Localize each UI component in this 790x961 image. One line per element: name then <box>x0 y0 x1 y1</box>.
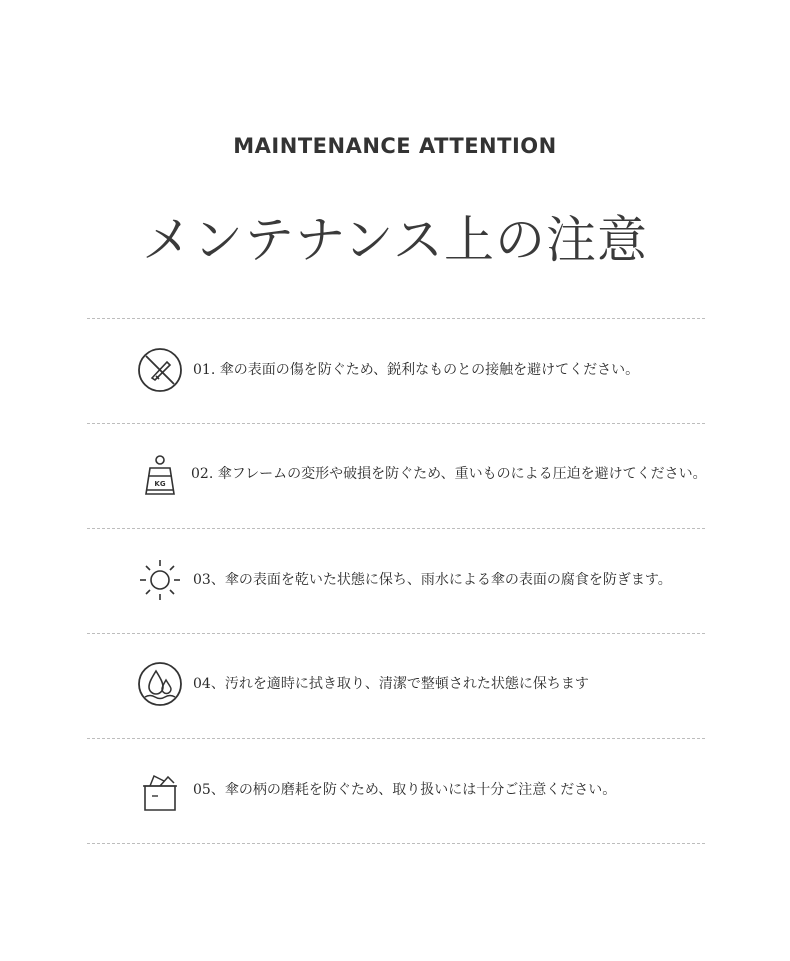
divider <box>87 528 705 529</box>
list-item <box>0 760 790 820</box>
svg-text:KG: KG <box>154 480 166 488</box>
divider <box>87 738 705 739</box>
list-item <box>0 444 790 504</box>
list-item <box>0 550 790 610</box>
divider <box>87 318 705 319</box>
item-text: 04、汚れを適時に拭き取り、清潔で整頓された状態に保ちます <box>193 676 589 692</box>
item-text: 03、傘の表面を乾いた状態に保ち、雨水による傘の表面の腐食を防ぎます。 <box>193 572 672 588</box>
divider <box>87 423 705 424</box>
divider <box>87 843 705 844</box>
divider <box>87 633 705 634</box>
weight-kg-icon <box>136 450 184 498</box>
sun-icon <box>136 556 184 604</box>
item-text: 05、傘の柄の磨耗を防ぐため、取り扱いには十分ご注意ください。 <box>193 782 617 798</box>
no-knife-icon <box>136 346 184 394</box>
item-text: 01. 傘の表面の傷を防ぐため、鋭利なものとの接触を避けてください。 <box>193 362 640 378</box>
section-eyebrow: MAINTENANCE ATTENTION <box>233 134 557 158</box>
item-text: 02. 傘フレームの変形や破損を防ぐため、重いものによる圧迫を避けてください。 <box>191 466 707 482</box>
box-icon <box>136 766 184 814</box>
page-title: メンテナンス上の注意 <box>142 211 648 269</box>
water-drops-icon <box>136 660 184 708</box>
list-item <box>0 654 790 714</box>
list-item <box>0 340 790 400</box>
